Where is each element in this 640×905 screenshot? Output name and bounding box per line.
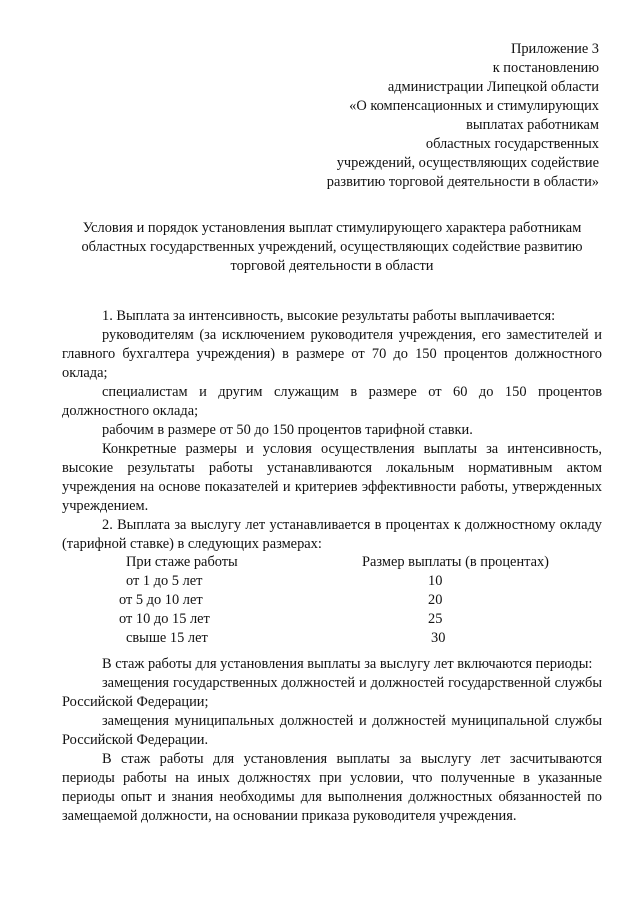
table-row [62,572,602,591]
table-cell-period: от 1 до 5 лет [126,573,203,589]
table-row [62,629,602,648]
paragraph: специалистам и другим служащим в размере от 60 до 150 процентов должностного оклада; [62,384,602,419]
table-cell-value: 20 [428,592,443,608]
appendix-line: областных государственных [425,136,599,152]
table-cell-period: свыше 15 лет [126,630,208,646]
paragraph: В стаж работы для установления выплаты за выслугу лет засчитываются периоды работы на иных должностях при условии, что полученные в указанные периоды опыт и знания необходимы для выполнения должностных обязанностей по замещаемой должности, на основании приказа руководителя учреждения. [62,751,602,824]
seniority-table [62,553,602,648]
table-header-row [62,553,602,572]
appendix-line: к постановлению [492,60,599,76]
section-intensity [62,307,602,554]
paragraph: В стаж работы для установления выплаты за выслугу лет включаются периоды: [102,656,593,672]
paragraph: Конкретные размеры и условия осуществления выплаты за интенсивность, высокие результаты работы устанавливаются локальным нормативным актом учреждения на основе показателей и критериев эффективности работы, утвержденных учреждением. [62,441,602,514]
section-seniority-periods [62,655,602,826]
paragraph: 1. Выплата за интенсивность, высокие результаты работы выплачивается: [102,308,556,324]
table-cell-value: 10 [428,573,443,589]
appendix-line: выплатах работникам [466,117,599,133]
paragraph: руководителям (за исключением руководителя учреждения, его заместителей и главного бухгалтера учреждения) в размере от 70 до 150 процентов должностного оклада; [62,327,602,381]
table-cell-period: от 5 до 10 лет [119,592,203,608]
title-line: торговой деятельности в области [230,258,434,274]
appendix-header [327,40,599,192]
table-row [62,591,602,610]
title-line: областных государственных учреждений, осуществляющих содействие развитию [81,239,583,255]
paragraph: 2. Выплата за выслугу лет устанавливается в процентах к должностному окладу (тарифной ставке) в следующих размерах: [62,517,602,552]
table-cell-value: 30 [431,630,446,646]
paragraph: рабочим в размере от 50 до 150 процентов тарифной ставки. [102,422,473,438]
table-header-period: При стаже работы [126,554,238,570]
table-cell-period: от 10 до 15 лет [119,611,210,627]
appendix-line: Приложение 3 [510,41,599,57]
appendix-line: «О компенсационных и стимулирующих [349,98,599,114]
document-title [62,219,602,276]
table-row [62,610,602,629]
paragraph: замещения муниципальных должностей и должностей муниципальной службы Российской Федерации. [62,713,602,748]
title-line: Условия и порядок установления выплат стимулирующего характера работникам [82,220,582,236]
table-header-value: Размер выплаты (в процентах) [362,554,549,570]
appendix-line: развитию торговой деятельности в области» [326,174,599,190]
appendix-line: учреждений, осуществляющих содействие [336,155,599,171]
paragraph: замещения государственных должностей и должностей государственной службы Российской Федерации; [62,675,602,710]
table-cell-value: 25 [428,611,443,627]
appendix-line: администрации Липецкой области [387,79,599,95]
